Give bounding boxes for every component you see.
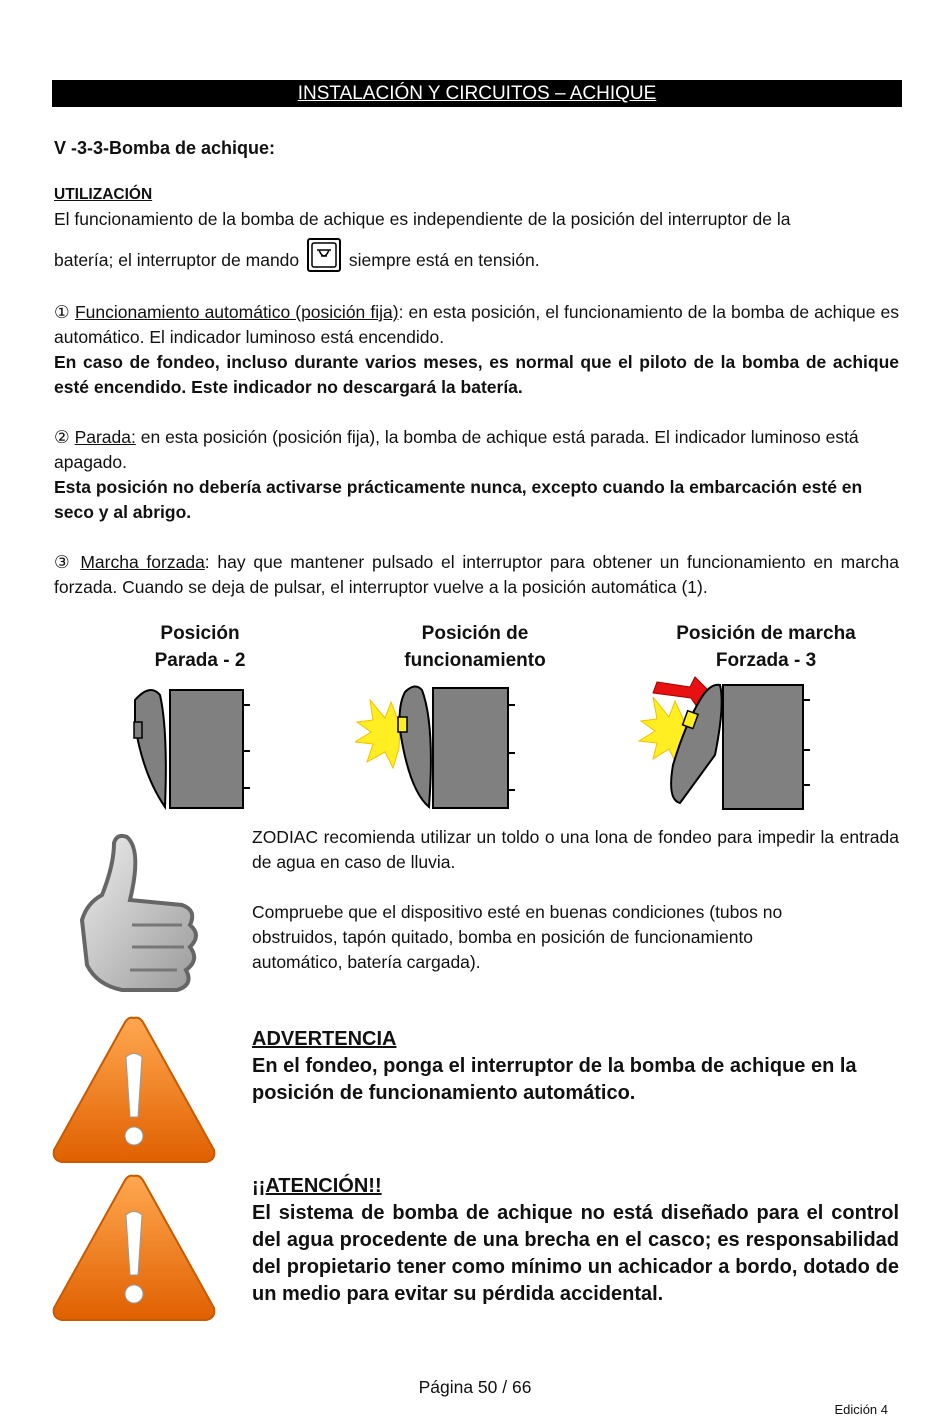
warning1-block	[252, 1028, 872, 1107]
switch-diagram-forzada	[635, 655, 825, 815]
warning-icon	[48, 1170, 220, 1325]
item1-bold: En caso de fondeo, incluso durante varios meses, es normal que el piloto de la bomba de achique esté encendido. Este indicador no descargará la batería.	[54, 352, 899, 397]
switch-diagram-parada	[125, 685, 265, 810]
tip-paragraph-2: Compruebe que el dispositivo esté en buenas condiciones (tubos no obstruidos, tapón quitado, bomba en posición de funcionamiento automático, batería cargada).	[252, 902, 783, 972]
header-bar	[52, 80, 902, 107]
thumbs-up-icon	[42, 825, 242, 1005]
item2-text: en esta posición (posición fija), la bomba de achique está parada. El indicador luminoso está apagado.	[54, 427, 859, 472]
utilizacion-line2	[54, 238, 899, 273]
position-label-auto	[360, 620, 590, 674]
item1-paragraph	[54, 300, 899, 350]
switch-diagram-automatico	[355, 680, 525, 810]
position-label-line1: Posición	[160, 623, 240, 644]
warning-icon	[48, 1012, 220, 1167]
item3-text: : hay que mantener pulsado el interruptor para obtener un funcionamiento en marcha forzada. Cuando se deja de pulsar, el interruptor vuelve a la posición automática (1).	[54, 552, 899, 597]
tip-paragraph-1: ZODIAC recomienda utilizar un toldo o una lona de fondeo para impedir la entrada de agua en caso de lluvia.	[252, 827, 899, 872]
section-title: V -3-3-Bomba de achique:	[54, 138, 276, 158]
item2-bold: Esta posición no debería activarse prácticamente nunca, excepto cuando la embarcación esté en seco y al abrigo.	[54, 477, 863, 522]
item3-marker: ③	[54, 552, 73, 572]
position-label-line2: Parada - 2	[154, 650, 246, 671]
utilizacion-heading: UTILIZACIÓN	[54, 186, 153, 203]
position-label-line2: Forzada - 3	[715, 650, 817, 671]
item3-paragraph	[54, 550, 899, 600]
page-number: Página 50 / 66	[418, 1377, 532, 1397]
position-label-parada	[100, 620, 300, 674]
item3-link: Marcha forzada	[80, 552, 205, 572]
position-label-line1: Posición de marcha	[676, 623, 856, 644]
utilizacion-line2-a: batería; el interruptor de mando	[54, 250, 300, 270]
warning2-title: ¡¡ATENCIÓN!!	[252, 1175, 382, 1197]
warning1-text: En el fondeo, ponga el interruptor de la bomba de achique en la posición de funcionamiento automático.	[252, 1055, 857, 1104]
warning2-block	[252, 1175, 899, 1308]
item1-text: : en esta posición, el funcionamiento de la bomba de achique es automático. El indicador luminoso está encendido.	[54, 302, 899, 347]
position-label-line2: funcionamiento	[404, 650, 546, 671]
page-header-title: INSTALACIÓN Y CIRCUITOS – ACHIQUE	[297, 83, 657, 104]
item2-paragraph	[54, 425, 899, 475]
item2-link: Parada:	[74, 427, 136, 447]
warning2-text: El sistema de bomba de achique no está diseñado para el control del agua procedente de una brecha en el casco; es responsabilidad del propietario tener como mínimo un achicador a bordo, dotado de un medio para evitar su pérdida accidental.	[252, 1202, 899, 1305]
item1-link: Funcionamiento automático (posición fija)	[74, 302, 399, 322]
warning1-title: ADVERTENCIA	[252, 1028, 397, 1050]
edition-label: Edición 4	[834, 1402, 888, 1417]
item2-marker: ②	[54, 427, 70, 447]
switch-mode-icon	[307, 238, 341, 272]
item1-marker: ①	[54, 302, 70, 322]
position-label-line1: Posición de	[421, 623, 529, 644]
utilizacion-line2-b: siempre está en tensión.	[348, 250, 540, 270]
utilizacion-line1: El funcionamiento de la bomba de achique es independiente de la posición del interruptor de la	[54, 209, 791, 229]
